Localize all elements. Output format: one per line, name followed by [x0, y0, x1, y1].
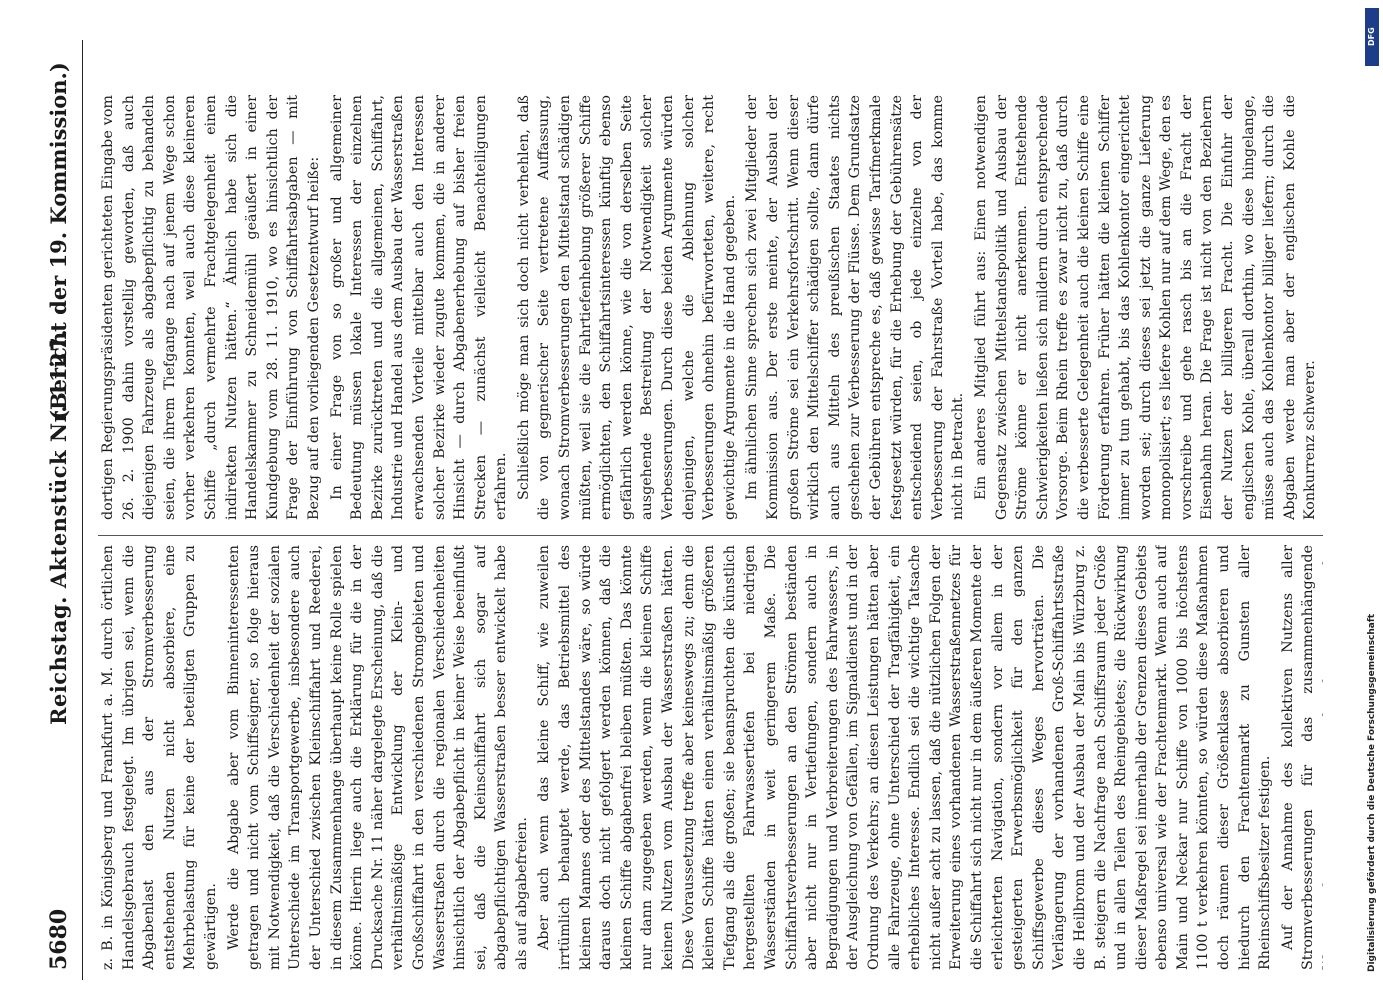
- paragraph: Im ähnlichen Sinne sprechen sich zwei Mitglieder der Kommission aus. Der erste meinte, der Ausbau der großen Ströme sei ein Verkehrsfortschritt. Wenn dieser wirklich den Mittelschiffer schädigen sollte, dann dürfe auch aus Mitteln des preußischen Staates nichts geschehen zur Verbesserung der Flüsse. Dem Grundsatze der Gebühren entspreche es, daß gewisse Tarifmerkmale festgesetzt würden, für die Erhebung der Gebührensätze entscheidend seien, ob jede einzelne von der Verbesserung der Fahrstraße Vorteil habe, das komme nicht in Betracht.: [744, 95, 967, 520]
- text-column-left: [98, 545, 1323, 970]
- column-divider: [98, 535, 1323, 536]
- paragraph: Werde die Abgabe aber vom Binneninteressenten getragen und nicht vom Schiffseigner, so folge hieraus mit Notwendigkeit, daß die Verschiedenheit der sozialen Unterschiede im Transportgewerbe, insbesondere auch der Unterschied zwischen Kleinschiffahrt und Reederei, in diesem Zusammenhange überhaupt keine Rolle spielen könne. Hierin liege auch die Erklärung für die in der Drucksache Nr. 11 näher dargelegte Erscheinung, daß die verhältnismäßige Entwicklung der Klein- und Großschiffahrt in den verschiedenen Stromgebieten und Wasserstraßen durch die regionalen Verschiedenheiten hinsichtlich der Abgabepflicht in keiner Weise beeinflußt sei, daß die Kleinschiffahrt sich sogar auf abgabepflichtigen Wasserstraßen besser entwickelt habe als auf abgabefreien.: [225, 545, 530, 970]
- running-header: [40, 40, 83, 980]
- paragraph: z. B. in Königsberg und Frankfurt a. M. durch örtlichen Handelsgebrauch festgelegt. Im übrigen sei, wenn die Abgabenlast den aus der Stromverbesserung entstehenden Nutzen nicht absorbiere, eine Mehrbelastung für keine der beteiligten Gruppen zu gewärtigen.: [100, 545, 219, 970]
- paragraph: Aber auch wenn das kleine Schiff, wie zuweilen irrtümlich behauptet werde, das Betriebsmittel des kleinen Mannes oder des Mittelstandes wäre, so würde daraus doch nicht gefolgert werden können, daß die kleinen Schiffe abgabenfrei bleiben müßten. Das könnte nur dann zugegeben werden, wenn die kleinen Schiffe keinen Nutzen vom Ausbau der Wasserstraßen hätten. Diese Voraussetzung treffe aber keineswegs zu; denn die kleinen Schiffe hätten einen verhältnismäßig größeren Tiefgang als die großen; sie beanspruchten die künstlich hergestellten Fahrwassertiefen bei niedrigen Wasserständen in weit geringerem Maße. Die Schiffahrtsverbesserungen an den Strömen beständen aber nicht nur in Vertiefungen, sondern auch in Begradigungen und Verbreiterungen des Fahrwassers, in der Ausgleichung von Gefällen, im Signaldienst und in der Ordnung des Verkehrs; an diesen Leistungen hätten aber alle Fahrzeuge, ohne Unterschied der Tragfähigkeit, ein erhebliches Interesse. Endlich sei die wichtige Tatsache nicht außer acht zu lassen, daß die nützlichen Folgen der Erweiterung eines vorhandenen Wasserstraßennetzes für die Schiffahrt sich nicht nur in dem äußeren Momente der erleichterten Navigation, sondern vor allem in der gesteigerten Erwerbsmöglichkeit für den ganzen Schiffsgewerbe dieses Weges hervorträten. Die Verlängerung der vorhandenen Groß-Schiffahrtsstraße die Heilbronn und der Ausbau der Main bis Würzburg z. B. steigern die Nachfrage nach Schiffsraum jeder Größe und in allen Teilen des Rheingebietes; die Rückwirkung dieser Maßregel sei innerhalb der Grenzen dieses Gebiets ebenso universal wie der Frachtenmarkt. Wenn auch auf Main und Neckar nur Schiffe von 1000 bis höchstens 1100 t verkehren könnten, so würden diese Maßnahmen doch räumen dieser Größenklasse absorbieren und hiedurch den Frachtenmarkt zu Gunsten aller Rheinschiffsbesitzer festigen.: [536, 545, 1274, 970]
- section-title: (Bericht der 19. Kommission.): [46, 62, 71, 420]
- page-number: 5680: [46, 908, 72, 970]
- document-page: [40, 40, 1340, 980]
- paragraph: Ein anderes Mitglied führt aus: Einen notwendigen Gegensatz zwischen Mittelstandspolitik und Ausbau der Ströme könne er nicht anerkennen. Entstehende Schwierigkeiten ließen sich mildern durch entsprechende Vorsorge. Beim Rhein treffe es zwar nicht zu, daß durch die verbesserte Gelegenheit auch die kleinen Schiffe eine Förderung erfahren. Früher hätten die kleinen Schiffer immer zu tun gehabt, bis das Kohlenkontor eingerichtet worden sei; durch dieses sei jetzt die ganze Lieferung monopolisiert; es liefere Kohlen nur auf dem Wege, den es vorschreibe und gehe rasch bis an die Fracht der Eisenbahn heran. Die Frage ist nicht von den Beziehern der Nutzen der billigeren Fracht. Die Einfuhr der englischen Kohle, überall dorthin, wo diese hingelange, müsse auch das Kohlenkontor billiger liefern; durch die Abgaben werde man aber der englischen Kohle die Konkurrenz schwerer.: [972, 95, 1319, 520]
- paragraph: Schließlich möge man sich doch nicht verhehlen, daß die von gegnerischer Seite vertretene Auffassung, wonach Stromverbesserungen den Mittelstand schädigen müßten, weil sie die Fahrtiefenhebung größerer Schiffe ermöglichten, den Schiffahrtsinteressen künftig ebenso gefährlich werden könne, wie die von derselben Seite ausgehende Bestreitung der Notwendigkeit solcher Verbesserungen. Durch diese beiden Argumente würden denjenigen, welche die Ablehnung solcher Verbesserungen ohnehin befürworteten, weitere, recht gewichtige Argumente in die Hand gegeben.: [515, 95, 738, 520]
- paragraph: dortigen Regierungspräsidenten gerichteten Eingabe vom 26. 2. 1900 dahin vorstellig geworden, daß auch diejenigen Fahrzeuge als abgabepflichtig zu behandeln seien, die ihrem Tiefgange nach auf jenem Wege schon vorher verkehren konnten, weil auch diese kleineren Schiffe „durch vermehrte Frachtgelegenheit einen indirekten Nutzen hätten.“ Ähnlich habe sich die Handelskammer zu Schneidemühl geäußert in einer Kundgebung vom 28. 11. 1910, wo es hinsichtlich der Frage der Einführung von Schiffahrtsabgaben — mit Bezug auf den vorliegenden Gesetzentwurf heiße:: [100, 95, 322, 520]
- dfg-logo: DFG: [1365, 8, 1379, 66]
- quote-paragraph: In einer Frage von so großer und allgemeiner Bedeutung müssen lokale Interessen der einzelnen Bezirke zurücktreten und die allgemeinen, Schiffahrt, Industrie und Handel aus dem Ausbau der Wasserstraßen erwachsenden Vorteile mittelbar auch den Interessen solcher Bezirke wieder zugute kommen, die in anderer Hinsicht — durch Abgabenerhebung auf bisher freien Strecken — zunächst vielleicht Benachteiligungen erfahren.: [328, 95, 510, 520]
- publication-title: Reichstag. Aktenstück Nr. 1127.: [46, 328, 71, 725]
- text-column-right: [98, 95, 1323, 520]
- paragraph: Auf der Annahme des kollektiven Nutzens aller Stromverbesserungen für das zusammenhängende: [1279, 545, 1317, 970]
- digitization-credit: Digitalisierung gefördert durch die Deutsche Forschungsgemeinschaft: [1367, 613, 1377, 972]
